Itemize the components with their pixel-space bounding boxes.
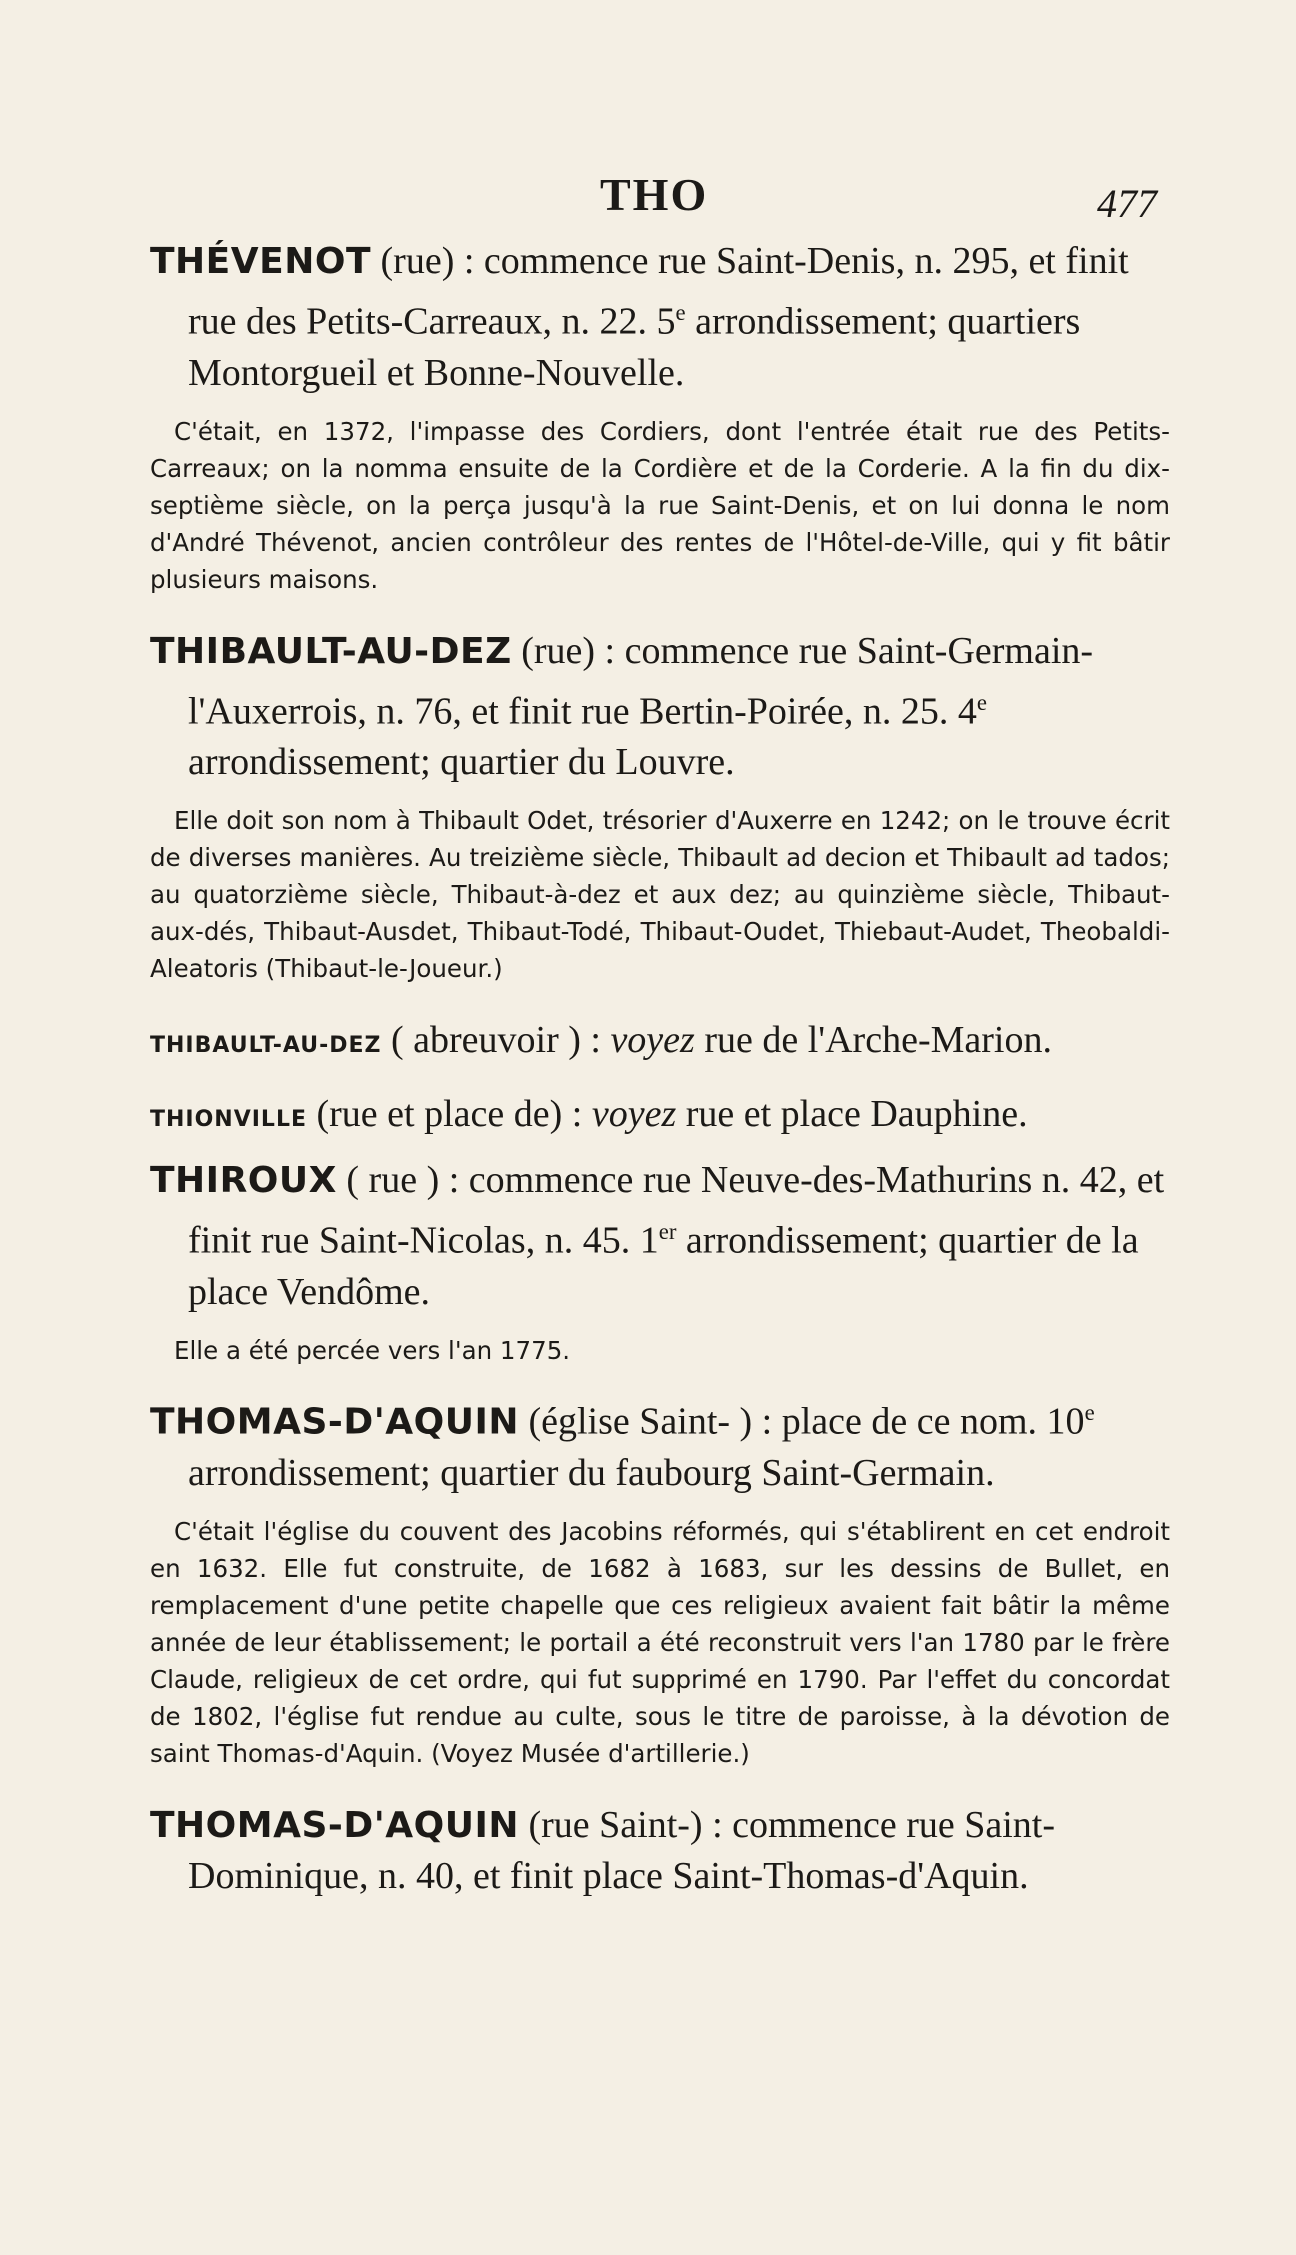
entry-text	[150, 1800, 1170, 1902]
entry-headword: THOMAS-D'AQUIN	[150, 1401, 519, 1443]
entry-body: (rue) : commence rue Saint-Denis, n. 295, et finit rue des Petits-Carreaux, n. 22. 5	[188, 240, 1129, 343]
entry-thionville	[150, 1089, 1170, 1145]
entry-body: ( abreuvoir ) :	[381, 1019, 611, 1062]
entry-note: C'était l'église du couvent des Jacobins réformés, qui s'établirent en cet endroit en 1632. Elle fut construite, de 1682 à 1683, sur les dessins de Bullet, en remplacement d'une petite chapelle que ces religieux avaient fait bâtir la même année de leur établissement; le portail a été reconstruit vers l'an 1780 par le frère Claude, religieux de cet ordre, qui fut supprimé en 1790. Par l'effet du concordat de 1802, l'église fut rendue au culte, sous le titre de paroisse, à la dévotion de saint Thomas-d'Aquin. (Voyez Musée d'artillerie.)	[150, 1516, 1170, 1768]
entry-thibault-au-dez-rue	[150, 626, 1170, 988]
entry-body: (rue et place de) :	[307, 1093, 592, 1136]
entry-superscript: er	[658, 1219, 677, 1245]
entry-voyez: voyez	[610, 1019, 695, 1062]
entry-body-end: arrondissement; quartier de la place Vendôme.	[188, 1219, 1139, 1313]
entries	[150, 236, 1170, 1902]
entry-note: Elle a été percée vers l'an 1775.	[174, 1335, 571, 1365]
entry-superscript: e	[675, 300, 686, 325]
entry-text	[150, 1387, 1170, 1499]
entry-thevenot	[150, 236, 1170, 598]
entry-body-end: arrondissement; quartier du Louvre.	[188, 741, 735, 784]
entry-body: (église Saint- ) : place de ce nom. 10	[518, 1400, 1085, 1443]
entry-body-end: rue de l'Arche-Marion.	[694, 1019, 1052, 1062]
entry-body-end: arrondissement; quartier du faubourg Saint-Germain.	[188, 1451, 995, 1494]
entry-headword: THIBAULT-AU-DEZ	[150, 1033, 382, 1059]
entry-headword: THÉVENOT	[150, 241, 372, 282]
entry-body-end: arrondissement; quartiers Montorgueil et Bonne-Nouvelle.	[188, 300, 1081, 394]
entry-body: (rue) : commence rue Saint-Germain-l'Auxerrois, n. 76, et finit rue Bertin-Poirée, n. 25. 4	[188, 629, 1094, 733]
entry-superscript: e	[1084, 1399, 1095, 1425]
entry-thomas-d-aquin-eglise	[150, 1387, 1170, 1772]
entry-note: C'était, en 1372, l'impasse des Cordiers, dont l'entrée était rue des Petits-Carreaux; on la nomma ensuite de la Cordière et de la Corderie. A la fin du dix-septième siècle, on la perça jusqu'à la rue Saint-Denis, et on lui donna le nom d'André Thévenot, ancien contrôleur des rentes de l'Hôtel-de-Ville, qui y fit bâtir plusieurs maisons.	[150, 416, 1170, 594]
entry-body: ( rue ) : commence rue Neuve-des-Mathurins n. 42, et finit rue Saint-Nicolas, n. 45. 1	[188, 1159, 1165, 1262]
entry-body-end: rue et place Dauphine.	[676, 1093, 1028, 1136]
entry-text	[150, 1155, 1170, 1318]
entry-headword: THOMAS-D'AQUIN	[150, 1804, 519, 1846]
entry-text	[150, 1089, 1170, 1145]
entry-body: (rue Saint-) : commence rue Saint-Dominique, n. 40, et finit place Saint-Thomas-d'Aquin.	[188, 1803, 1055, 1897]
entry-headword: THIBAULT-AU-DEZ	[150, 630, 512, 672]
entry-text	[150, 1015, 1170, 1071]
entry-text	[150, 236, 1170, 399]
entry-headword: THIROUX	[150, 1160, 337, 1202]
running-head: THO	[600, 169, 709, 220]
entry-text	[150, 626, 1170, 789]
entry-thibault-au-dez-abreuvoir	[150, 1015, 1170, 1071]
entry-superscript: e	[976, 689, 987, 715]
page-number: 477	[1097, 181, 1157, 226]
entry-note: Elle doit son nom à Thibault Odet, trésorier d'Auxerre en 1242; on le trouve écrit de diverses manières. Au treizième siècle, Thibault ad decion et Thibault ad tados; au quatorzième siècle, Thibaut-à-dez et aux dez; au quinzième siècle, Thibaut-aux-dés, Thibaut-Ausdet, Thibaut-Todé, Thibaut-Oudet, Thiebaut-Audet, Theobaldi-Aleatoris (Thibaut-le-Joueur.)	[150, 806, 1170, 984]
entry-voyez: voyez	[591, 1093, 677, 1136]
entry-thiroux	[150, 1155, 1170, 1369]
entry-thomas-d-aquin-rue	[150, 1800, 1170, 1902]
entry-headword: THIONVILLE	[150, 1107, 307, 1133]
